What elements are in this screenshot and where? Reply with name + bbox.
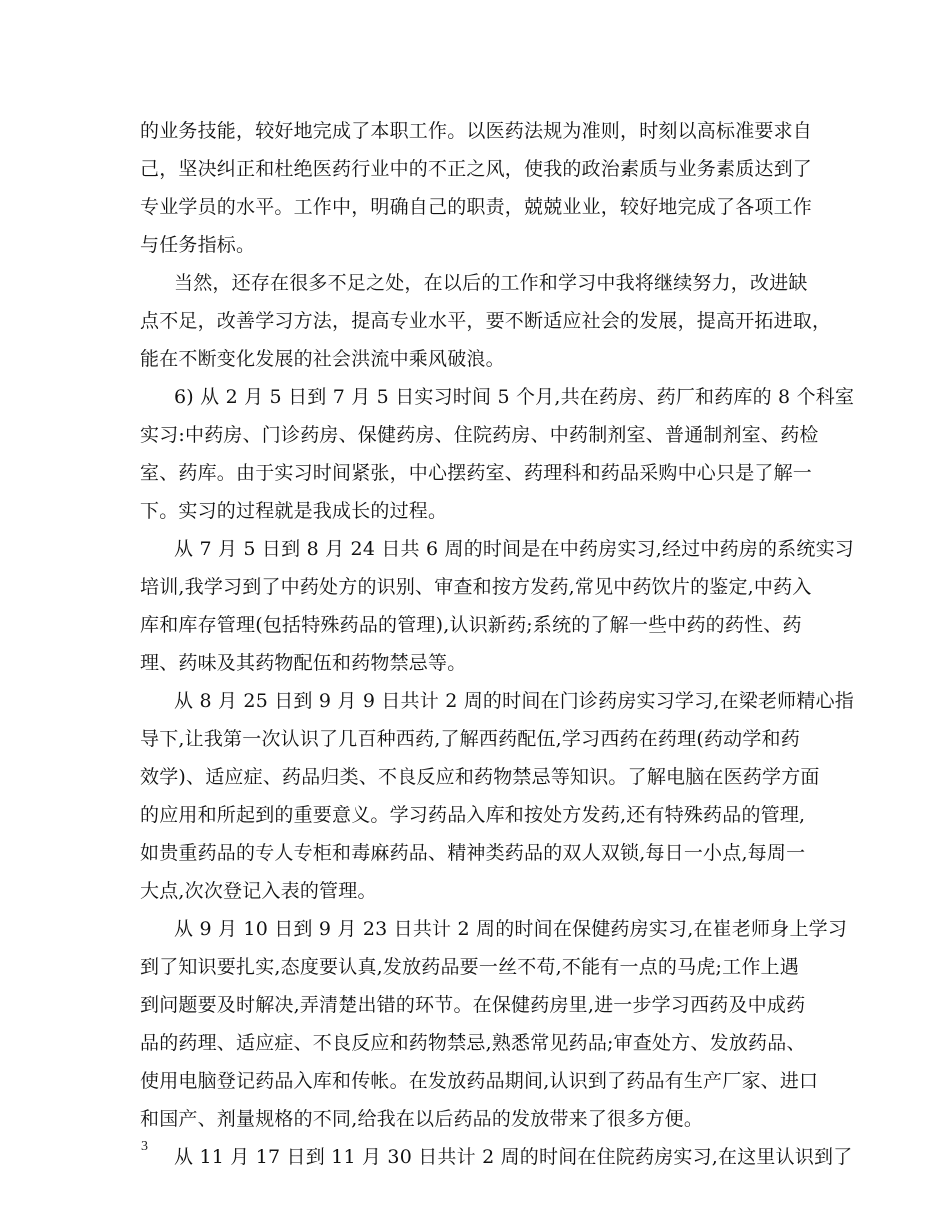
text-line: 下。实习的过程就是我成长的过程。 — [140, 500, 448, 522]
text-line: 从 9 月 10 日到 9 月 23 日共计 2 周的时间在保健药房实习,在崔老师身上学习 — [174, 918, 848, 940]
page-number: 3 — [141, 1139, 148, 1154]
text-line: 理、药味及其药物配伍和药物禁忌等。 — [140, 652, 467, 674]
text-line: 导下,让我第一次认识了几百种西药,了解西药配伍,学习西药在药理(药动学和药 — [140, 728, 800, 750]
text-line: 到问题要及时解决,弄清楚出错的环节。在保健药房里,进一步学习西药及中成药 — [140, 994, 806, 1016]
text-line: 培训,我学习到了中药处方的识别、审查和按方发药,常见中药饮片的鉴定,中药入 — [140, 576, 812, 598]
text-line: 与任务指标。 — [140, 234, 256, 256]
text-line: 专业学员的水平。工作中，明确自己的职责，兢兢业业，较好地完成了各项工作 — [140, 196, 813, 218]
text-line: 库和库存管理(包括特殊药品的管理),认识新药;系统的了解一些中药的药性、药 — [140, 614, 802, 636]
text-line: 从 11 月 17 日到 11 月 30 日共计 2 周的时间在住院药房实习,在这里认识到了 — [174, 1146, 853, 1168]
text-line: 的应用和所起到的重要意义。学习药品入库和按处方发药,还有特殊药品的管理, — [140, 804, 806, 826]
text-line: 点不足，改善学习方法，提高专业水平，要不断适应社会的发展，提高开拓进取， — [140, 310, 832, 332]
text-line: 和国产、剂量规格的不同,给我在以后药品的发放带来了很多方便。 — [140, 1108, 704, 1130]
text-line: 能在不断变化发展的社会洪流中乘风破浪。 — [140, 348, 505, 370]
text-line: 的业务技能，较好地完成了本职工作。以医药法规为准则，时刻以高标准要求自 — [140, 120, 813, 142]
text-line: 当然，还存在很多不足之处，在以后的工作和学习中我将继续努力，改进缺 — [174, 272, 808, 294]
text-line: 从 8 月 25 日到 9 月 9 日共计 2 周的时间在门诊药房实习学习,在梁老师精心指 — [174, 690, 854, 712]
text-line: 从 7 月 5 日到 8 月 24 日共 6 周的时间是在中药房实习,经过中药房的系统实习 — [174, 538, 854, 560]
text-line: 实习:中药房、门诊药房、保健药房、住院药房、中药制剂室、普通制剂室、药检 — [140, 424, 819, 446]
body-text — [140, 112, 855, 1176]
text-line: 效学)、适应症、药品归类、不良反应和药物禁忌等知识。了解电脑在医药学方面 — [140, 766, 820, 788]
text-line: 己，坚决纠正和杜绝医药行业中的不正之风，使我的政治素质与业务素质达到了 — [140, 158, 813, 180]
text-line: 使用电脑登记药品入库和传帐。在发放药品期间,认识到了药品有生产厂家、进口 — [140, 1070, 819, 1092]
text-line: 品的药理、适应症、不良反应和药物禁忌,熟悉常见药品;审查处方、发放药品、 — [140, 1032, 806, 1054]
text-line: 到了知识要扎实,态度要认真,发放药品要一丝不苟,不能有一点的马虎;工作上遇 — [140, 956, 799, 978]
text-line: 6) 从 2 月 5 日到 7 月 5 日实习时间 5 个月,共在药房、药厂和药库的 8 个科室 — [174, 386, 855, 408]
text-line: 室、药库。由于实习时间紧张，中心摆药室、药理科和药品采购中心只是了解一 — [140, 462, 813, 484]
text-line: 如贵重药品的专人专柜和毒麻药品、精神类药品的双人双锁,每日一小点,每周一 — [140, 842, 806, 864]
text-line: 大点,次次登记入表的管理。 — [140, 880, 377, 902]
